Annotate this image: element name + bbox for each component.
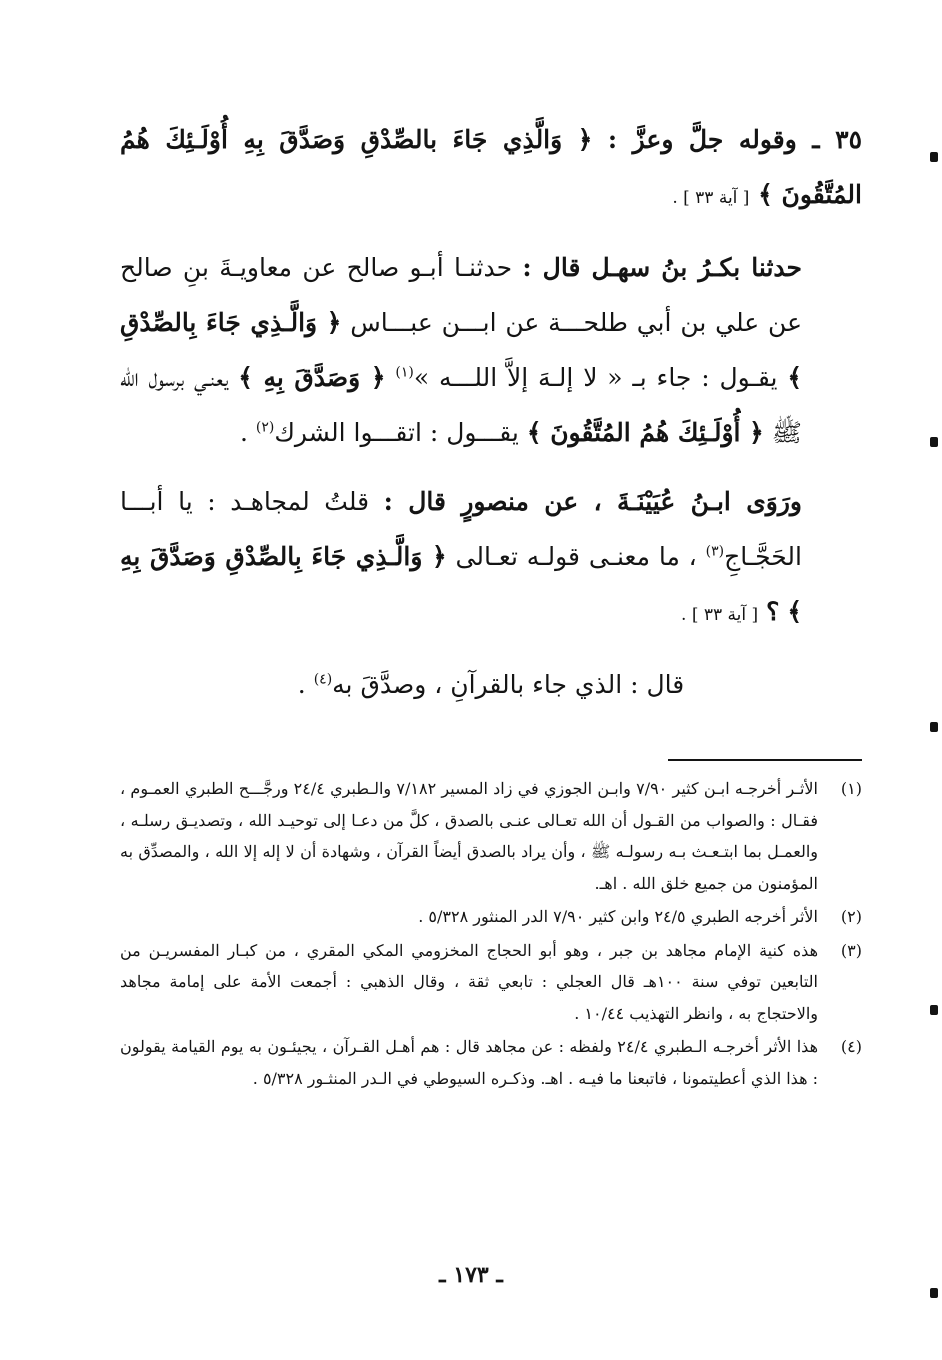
paragraph-bakr	[120, 240, 862, 460]
footnote-item	[120, 901, 862, 933]
footnote-ref-2[interactable]: (٢)	[255, 419, 275, 436]
footnote-ref-1[interactable]: (١)	[395, 364, 414, 381]
scan-margin-mark	[930, 437, 938, 447]
footnotes	[120, 773, 862, 1096]
commentary-text: قلتُ لمجاهـد : يا أبـــا الحَجَّـاجِ	[120, 487, 802, 571]
footnote-text: الأثر أخرجه الطبري ٢٤/٥ وابن كثير ٧/٩٠ الدر المنثور ٥/٣٢٨ .	[418, 907, 818, 926]
footnote-ref-3[interactable]: (٣)	[705, 543, 725, 560]
question-mark: ؟	[766, 597, 780, 626]
verse-heading: ٣٥ ـ وقوله جلَّ وعزَّ : ﴿ وَالَّذِي جَاءَ بالصِّدْقِ وَصَدَّقَ بِهِ أُوْلَـئِكَ هُمُ المُتَّقُونَ ﴾	[120, 125, 862, 209]
quran-quote: ﴿ أُوْلَـئِكَ هُمُ المُتَّقُونَ ﴾	[526, 418, 764, 447]
scan-margin-mark	[930, 1005, 938, 1015]
scan-margin-mark	[930, 1288, 938, 1298]
footnote-divider	[668, 759, 862, 761]
page-number: ـ ١٧٣ ـ	[439, 1262, 503, 1288]
ayah-reference: [ آية ٣٣ ] .	[681, 605, 759, 625]
scan-margin-mark	[930, 152, 938, 162]
paragraph-ibn-uyaynah	[120, 474, 862, 643]
footnote-number: (٢)	[840, 907, 862, 926]
footnote-number: (٤)	[840, 1037, 862, 1056]
answer-text: قال : الذي جاء بالقرآنِ ، وصدَّقَ به	[332, 670, 685, 699]
footnote-text: هذا الأثر أخرجـه الـطبري ٢٤/٤ ولفظه : عن مجاهد قال : هم أهـل القـرآن ، يجيئـون به يوم القيامة يقولون : هذا الذي أعطيتمونا ، فاتبعنا ما فيـه . اهـ. وذكـره السيوطي في الـدر المنثـور ٥/٣٢٨ .	[120, 1037, 819, 1088]
paragraph-35	[120, 112, 862, 226]
quran-quote: ﴿ وَالَّـذِي جَاءَ بِالصِّدْقِ وَصَدَّقَ بِهِ ﴾	[120, 542, 802, 626]
footnote-item	[120, 935, 862, 1030]
quran-quote: ﴿ وَصَدَّقَ بِهِ ﴾	[238, 363, 386, 392]
footnote-number: (٣)	[840, 940, 862, 960]
footnote-text: الأثـر أخرجـه ابـن كثير ٧/٩٠ وابـن الجوزي في زاد المسير ٧/١٨٢ والـطبري ٢٤/٤ ورجَّـــح الطبري العمـوم ، فقـال : والصواب من القـول أن الله تعـالى عنـى بالصدق ، كلَّ من دعـا إلى توحيـد الله ، وتصديـق رسلـه ، والعمـل بما ابتـعـث بـه رسولـه ﷺ ، وأن يراد بالصدق أيضاً القرآن ، وشهادة أن لا إله إلا الله ، والمصدِّق به المؤمنون من جميع خلق الله . اهـ.	[120, 779, 818, 893]
isnad-text: حدثنـا أبـو صالح عن معاويـةَ بنِ صالح عن علي بن أبي طلحـــة عن ابـــن عبـــاس	[120, 253, 802, 337]
footnote-ref-4[interactable]: (٤)	[313, 671, 333, 688]
commentary-text: ، ما معنـى قولـه تعـالى	[455, 542, 697, 571]
sentence-end: .	[297, 670, 306, 699]
paragraph-answer	[120, 657, 862, 712]
footnote-text: هذه كنية الإمام مجاهد بن جبر ، وهو أبو الحجاج المخزومي المكي المقري ، من كبـار المفسريـن من التابعين توفي سنة ١٠٠هـ قال العجلي : تابعي ثقة ، وقال الذهبي : أجمعت الأمة على إمامة مجاهد والاحتجاج به ، وانظر التهذيب ١٠/٤٤ .	[120, 940, 819, 1023]
narrator-heading: حدثنا بكـرُ بنُ سهـل قال :	[522, 253, 803, 282]
footnote-item	[120, 773, 862, 899]
sentence-end: .	[239, 418, 248, 447]
main-text	[120, 112, 862, 726]
commentary-text: يقـــول : اتقـــوا الشرك	[274, 418, 519, 447]
footnote-item	[120, 1031, 862, 1094]
quran-quote: ﴿ وَالَّـذِي جَاءَ بِالصِّدْقِ ﴾	[120, 308, 803, 392]
narrator-heading: ورَوَى ابـنُ عُيَيْنَـةَ ، عن منصورٍ قال :	[383, 487, 802, 516]
commentary-text: يقـول : جاء بـ « لا إلـهَ إلاَّ اللـــه »	[413, 363, 778, 392]
commentary-text: يعنـي برسول الله ﷺ	[120, 363, 802, 447]
footnote-number: (١)	[840, 779, 862, 798]
ayah-reference: [ آية ٣٣ ] .	[672, 188, 750, 208]
scan-margin-mark	[930, 722, 938, 732]
